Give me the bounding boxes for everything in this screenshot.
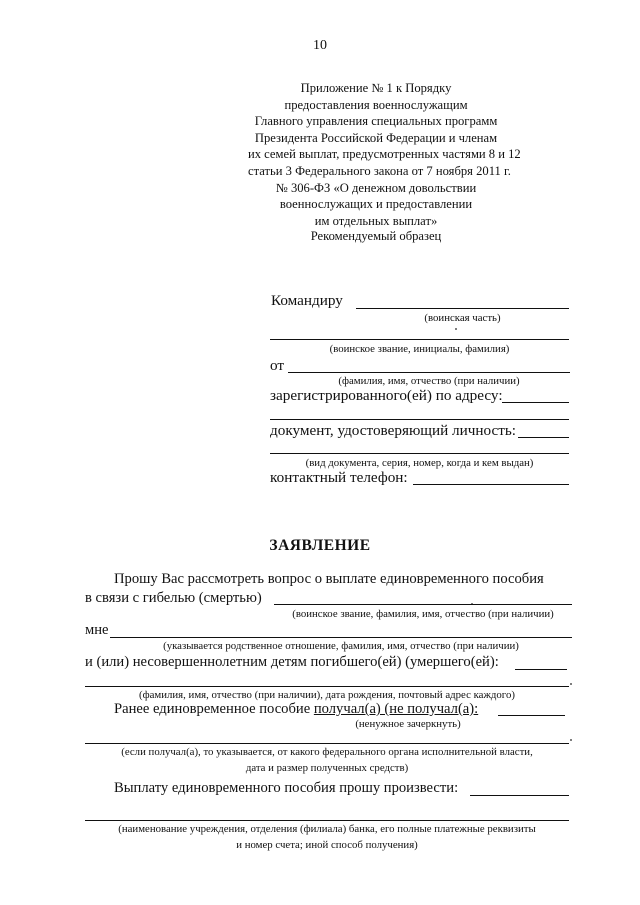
earlier-options[interactable]: получал(а) (не получал(а): (313, 701, 479, 717)
commander-label: Командиру (271, 292, 343, 309)
page-number: 10 (313, 38, 327, 53)
appendix-line: им отдельных выплат» (314, 213, 438, 228)
appendix-line: Главного управления специальных программ (254, 114, 498, 129)
children-field[interactable] (515, 669, 567, 670)
from-field[interactable] (288, 372, 570, 373)
scan-speck (570, 739, 572, 741)
bank-hint-line2: и номер счета; иной способ получения) (236, 839, 418, 851)
me-label: мне (85, 622, 109, 638)
appendix-line: Приложение № 1 к Порядку (300, 81, 452, 95)
id-document-hint: (вид документа, серия, номер, когда и кем выдан) (305, 457, 534, 469)
phone-field[interactable] (413, 484, 569, 485)
id-document-label: документ, удостоверяющий личность: (270, 422, 517, 439)
appendix-header (248, 80, 521, 229)
bank-hint-line1: (наименование учреждения, отделения (филиала) банка, его полные платежные реквизиты (118, 823, 536, 835)
appendix-line: военнослужащих и предоставлении (279, 197, 473, 212)
payment-field-line2[interactable] (85, 820, 569, 821)
relation-hint: (указывается родственное отношение, фамилия, имя, отчество (при наличии) (163, 640, 519, 652)
id-document-field[interactable] (518, 437, 569, 438)
received-hint-line2: дата и размер полученных средств) (245, 762, 409, 774)
appendix-line: предоставления военнослужащим (284, 97, 468, 112)
earlier-line (114, 701, 478, 718)
deceased-hint: (воинское звание, фамилия, имя, отчество (при наличии) (292, 608, 554, 620)
fio-hint: (фамилия, имя, отчество (при наличии) (338, 375, 520, 387)
registered-label: зарегистрированного(ей) по адресу: (270, 387, 503, 404)
payment-label: Выплату единовременного пособия прошу произвести: (114, 780, 459, 796)
request-line1: Прошу Вас рассмотреть вопрос о выплате единовременного пособия (114, 571, 544, 587)
children-text: и (или) несовершеннолетним детям погибшего(ей) (умершего(ей): (85, 654, 499, 670)
statement-title: ЗАЯВЛЕНИЕ (269, 537, 371, 554)
appendix-line: статьи 3 Федерального закона от 7 ноября 2011 г. (248, 163, 511, 178)
address-field-line2[interactable] (270, 419, 569, 420)
id-document-field-line2[interactable] (270, 453, 569, 454)
relation-field[interactable] (110, 637, 572, 638)
received-field[interactable] (85, 743, 569, 744)
children-field-line2[interactable] (85, 686, 569, 687)
address-field[interactable] (502, 402, 569, 403)
deceased-field[interactable] (274, 604, 572, 605)
rank-name-field[interactable] (270, 339, 569, 340)
payment-field[interactable] (470, 795, 569, 796)
sample-label: Рекомендуемый образец (310, 229, 442, 243)
rank-name-hint: (воинское звание, инициалы, фамилия) (329, 343, 510, 355)
military-unit-field[interactable] (356, 308, 569, 309)
appendix-line: их семей выплат, предусмотренных частями 8 и 12 (248, 147, 521, 162)
scan-speck (455, 328, 457, 330)
earlier-field[interactable] (498, 715, 565, 716)
from-label: от (270, 357, 285, 374)
phone-label: контактный телефон: (270, 469, 408, 486)
appendix-line: Президента Российской Федерации и членам (254, 130, 498, 145)
request-line2: в связи с гибелью (смертью) (85, 590, 262, 606)
received-hint-line1: (если получал(а), то указывается, от какого федерального органа исполнительной власти, (121, 746, 533, 758)
earlier-prefix: Ранее единовременное пособие (114, 701, 311, 717)
scan-speck (570, 683, 572, 685)
strike-hint: (ненужное зачеркнуть) (355, 718, 461, 730)
military-unit-hint: (воинская часть) (424, 312, 501, 324)
children-hint: (фамилия, имя, отчество (при наличии), дата рождения, почтовый адрес каждого) (139, 689, 515, 701)
appendix-line: № 306-ФЗ «О денежном довольствии (275, 180, 477, 195)
